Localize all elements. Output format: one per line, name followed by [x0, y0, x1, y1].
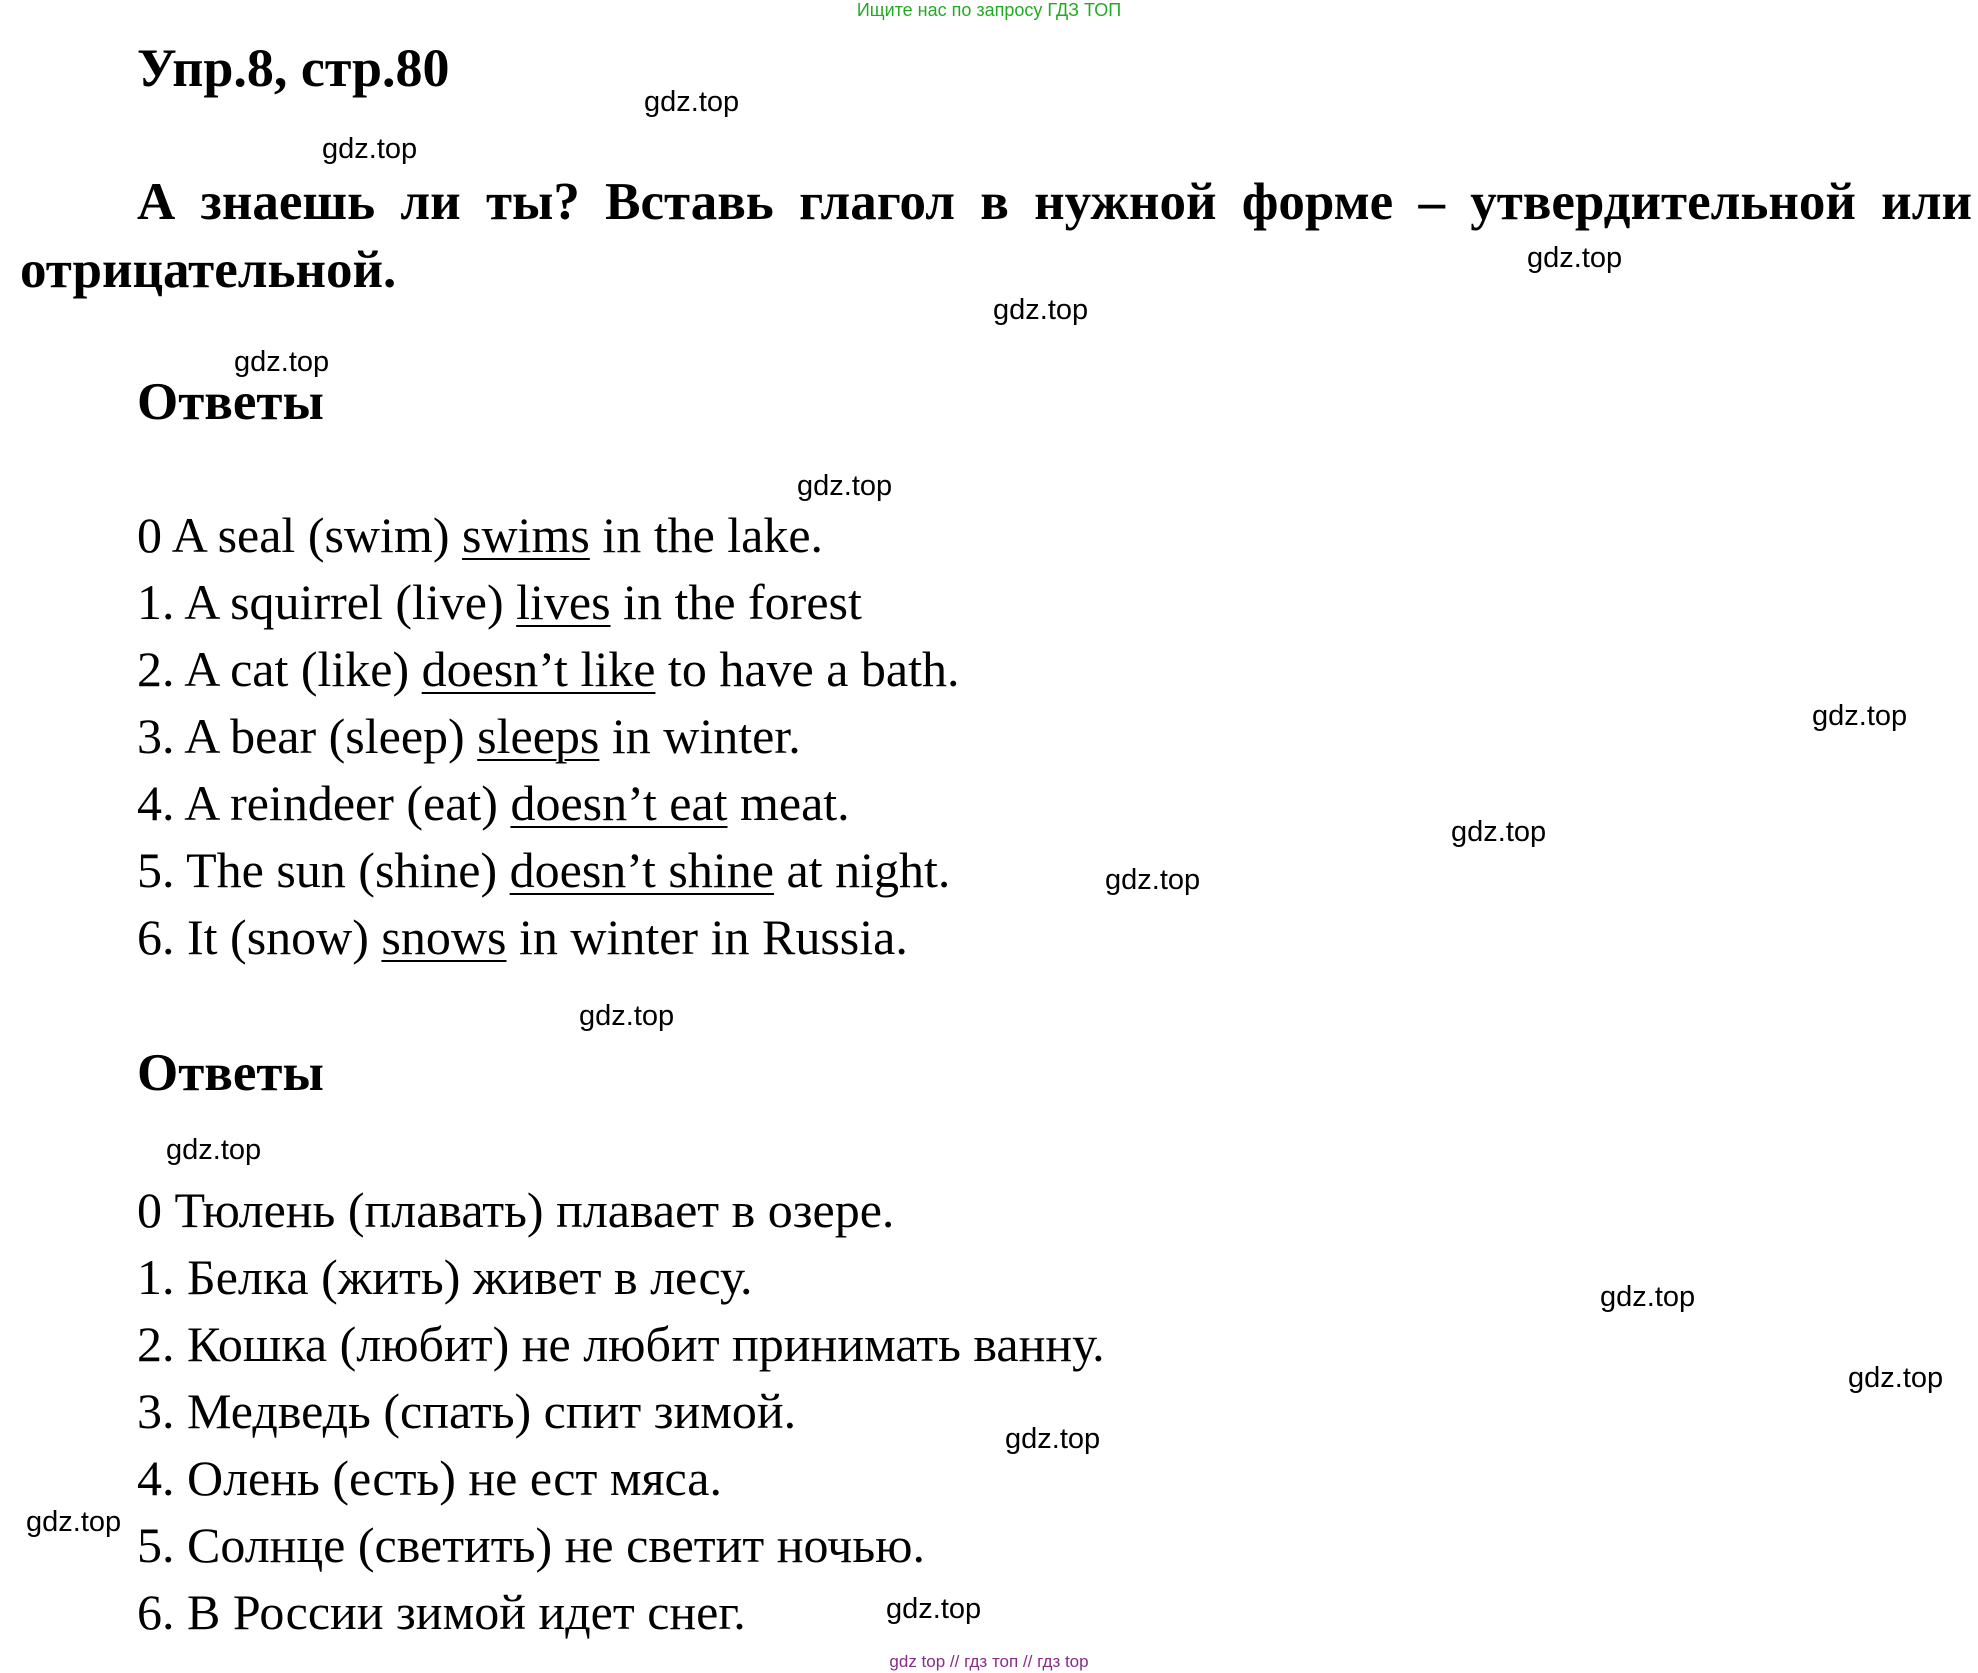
- answer-rest: in winter in Russia.: [506, 909, 908, 965]
- answer-prompt: 6. It (snow): [137, 909, 382, 965]
- answer-verb: sleeps: [477, 708, 600, 764]
- watermark: gdz.top: [1848, 1362, 1944, 1394]
- answer-verb: doesn’t like: [421, 641, 656, 697]
- answer-line-2: [137, 636, 959, 703]
- translation-line-5: 5. Солнце (светить) не светит ночью.: [137, 1517, 925, 1573]
- answer-line-3: [137, 703, 959, 770]
- answer-line-1: [137, 569, 959, 636]
- translations-heading: Ответы: [137, 1044, 324, 1102]
- exercise-heading: Упр.8, стр.80: [137, 38, 450, 98]
- footer-watermark: gdz top // гдз топ // гдз top: [889, 1652, 1089, 1671]
- translation-line-0: 0 Тюлень (плавать) плавает в озере.: [137, 1182, 895, 1238]
- translation-line-4: 4. Олень (есть) не ест мяса.: [137, 1450, 722, 1506]
- answer-line-5: [137, 837, 959, 904]
- watermark: gdz.top: [797, 470, 893, 502]
- watermark: gdz.top: [166, 1134, 262, 1166]
- answer-rest: in winter.: [599, 708, 801, 764]
- answer-verb: lives: [516, 574, 611, 630]
- watermark: gdz.top: [1527, 242, 1623, 274]
- answer-prompt: 3. A bear (sleep): [137, 708, 478, 764]
- watermark: gdz.top: [1451, 816, 1547, 848]
- answer-rest: meat.: [727, 775, 850, 831]
- answer-prompt: 1. A squirrel (live): [137, 574, 517, 630]
- translation-line-2: 2. Кошка (любит) не любит принимать ванну.: [137, 1316, 1105, 1372]
- watermark: gdz.top: [644, 86, 740, 118]
- answer-prompt: 4. A reindeer (eat): [137, 775, 511, 831]
- watermark: gdz.top: [886, 1593, 982, 1625]
- watermark: gdz.top: [579, 1000, 675, 1032]
- russian-answers-list: [137, 1177, 1105, 1646]
- watermark: gdz.top: [234, 346, 330, 378]
- watermark: gdz.top: [1600, 1281, 1696, 1313]
- answer-prompt: 5. The sun (shine): [137, 842, 510, 898]
- answers-heading: Ответы: [137, 373, 324, 431]
- answer-rest: in the lake.: [589, 507, 824, 563]
- answer-line-4: [137, 770, 959, 837]
- translation-line-3: 3. Медведь (спать) спит зимой.: [137, 1383, 797, 1439]
- translation-line-1: 1. Белка (жить) живет в лесу.: [137, 1249, 753, 1305]
- translation-line-6: 6. В России зимой идет снег.: [137, 1584, 746, 1640]
- answer-line-6: [137, 904, 959, 971]
- watermark: gdz.top: [993, 294, 1089, 326]
- answer-line-0: [137, 502, 959, 569]
- answer-rest: to have a bath.: [655, 641, 960, 697]
- top-search-hint: Ищите нас по запросу ГДЗ ТОП: [856, 0, 1122, 20]
- watermark: gdz.top: [1005, 1423, 1101, 1455]
- answer-verb: snows: [381, 909, 507, 965]
- answer-verb: doesn’t shine: [509, 842, 774, 898]
- task-instruction: А знаешь ли ты? Вставь глагол в нужной форме – утвердительной или отрицательной.: [20, 173, 1972, 299]
- answer-rest: in the forest: [610, 574, 862, 630]
- watermark: gdz.top: [322, 133, 418, 165]
- answer-verb: swims: [461, 507, 590, 563]
- watermark: gdz.top: [26, 1506, 122, 1538]
- watermark: gdz.top: [1105, 864, 1201, 896]
- answer-prompt: 0 A seal (swim): [137, 507, 462, 563]
- answer-rest: at night.: [773, 842, 951, 898]
- answer-verb: doesn’t eat: [510, 775, 728, 831]
- answer-prompt: 2. A cat (like): [137, 641, 422, 697]
- watermark: gdz.top: [1812, 700, 1908, 732]
- english-answers-list: [137, 502, 959, 971]
